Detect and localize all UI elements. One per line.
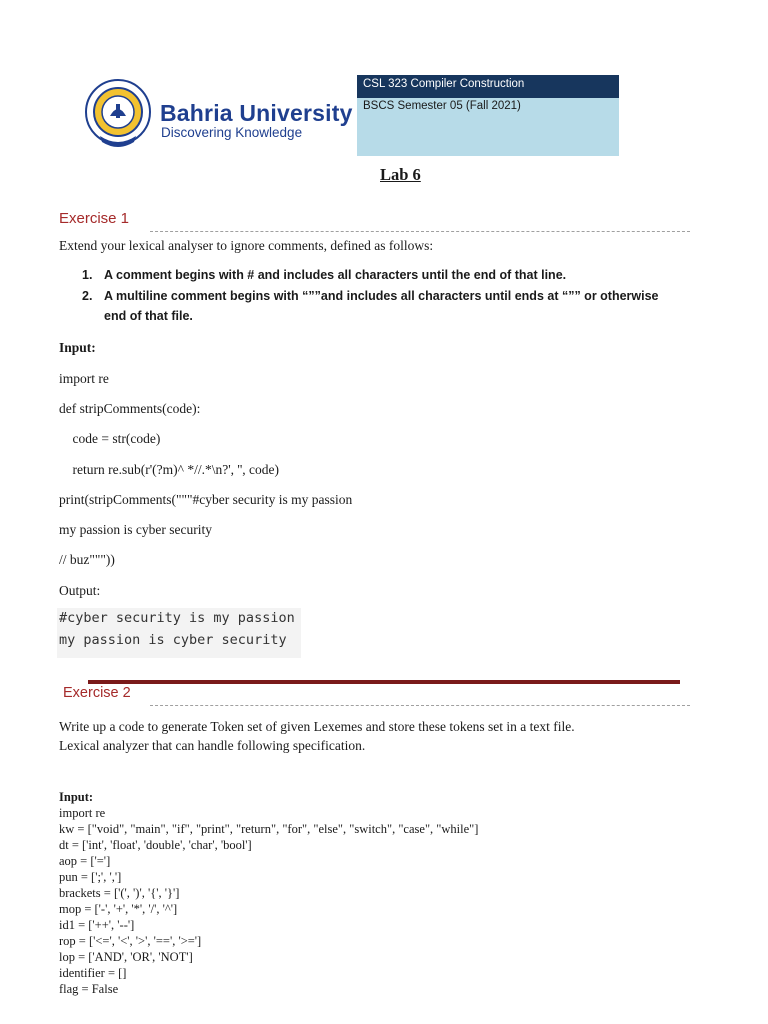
university-logo <box>82 78 352 150</box>
code-line: aop = ['='] <box>59 854 111 868</box>
code-line: flag = False <box>59 982 119 996</box>
exercise-1-intro: Extend your lexical analyser to ignore comments, defined as follows: <box>59 238 434 253</box>
exercise-2-intro-line: Write up a code to generate Token set of given Lexemes and store these tokens set in a text file. <box>59 719 575 734</box>
code-line: print(stripComments("""#cyber security is my passion <box>59 492 353 507</box>
exercise-1-input-label: Input: <box>59 340 96 355</box>
code-line: code = str(code) <box>59 431 161 446</box>
list-item-2: A multiline comment begins with “””and includes all characters until ends at “”” or otherwise <box>104 289 659 303</box>
university-name: Bahria University <box>160 100 353 126</box>
exercise-1-heading: Exercise 1 <box>59 210 130 227</box>
code-line: return re.sub(r'(?m)^ *//.*\n?', '', code) <box>59 462 279 477</box>
course-info-box <box>357 75 619 156</box>
lab-title: Lab 6 <box>380 165 421 184</box>
code-line: rop = ['<=', '<', '>', '==', '>='] <box>59 934 202 948</box>
list-number-1: 1. <box>82 268 93 282</box>
code-line: def stripComments(code): <box>59 401 201 416</box>
course-title-bar <box>357 75 619 98</box>
code-line: kw = ["void", "main", "if", "print", "return", "for", "else", "switch", "case", "while"] <box>59 822 479 836</box>
course-title: CSL 323 Compiler Construction <box>363 78 525 90</box>
code-line: lop = ['AND', 'OR', 'NOT'] <box>59 950 193 964</box>
exercise-2-divider <box>150 705 690 706</box>
output-line: #cyber security is my passion <box>59 610 295 626</box>
list-item-2-continued: end of that file. <box>104 309 193 323</box>
exercise-1-divider <box>150 231 690 232</box>
code-line: my passion is cyber security <box>59 522 212 537</box>
code-line: identifier = [] <box>59 966 127 980</box>
output-code-block <box>57 608 301 658</box>
section-divider <box>88 680 680 684</box>
exercise-2-intro-line: Lexical analyzer that can handle following specification. <box>59 738 366 753</box>
exercise-1-output-label: Output: <box>59 583 101 598</box>
university-seal-icon <box>82 78 154 150</box>
code-line: brackets = ['(', ')', '{', '}'] <box>59 886 180 900</box>
code-line: // buz""")) <box>59 552 115 567</box>
code-line: dt = ['int', 'float', 'double', 'char', 'bool'] <box>59 838 252 852</box>
code-line: pun = [';', ','] <box>59 870 122 884</box>
university-tagline: Discovering Knowledge <box>161 125 303 140</box>
code-line: id1 = ['++', '--'] <box>59 918 135 932</box>
course-semester: BSCS Semester 05 (Fall 2021) <box>363 100 521 112</box>
code-line: import re <box>59 371 109 386</box>
code-line: mop = ['-', '+', '*', '/', '^'] <box>59 902 178 916</box>
output-line: my passion is cyber security <box>59 632 287 648</box>
list-item-1: A comment begins with # and includes all characters until the end of that line. <box>104 268 567 282</box>
list-number-2: 2. <box>82 289 93 303</box>
exercise-2-heading: Exercise 2 <box>63 685 131 701</box>
exercise-2-input-label: Input: <box>59 790 94 804</box>
code-line: import re <box>59 806 106 820</box>
